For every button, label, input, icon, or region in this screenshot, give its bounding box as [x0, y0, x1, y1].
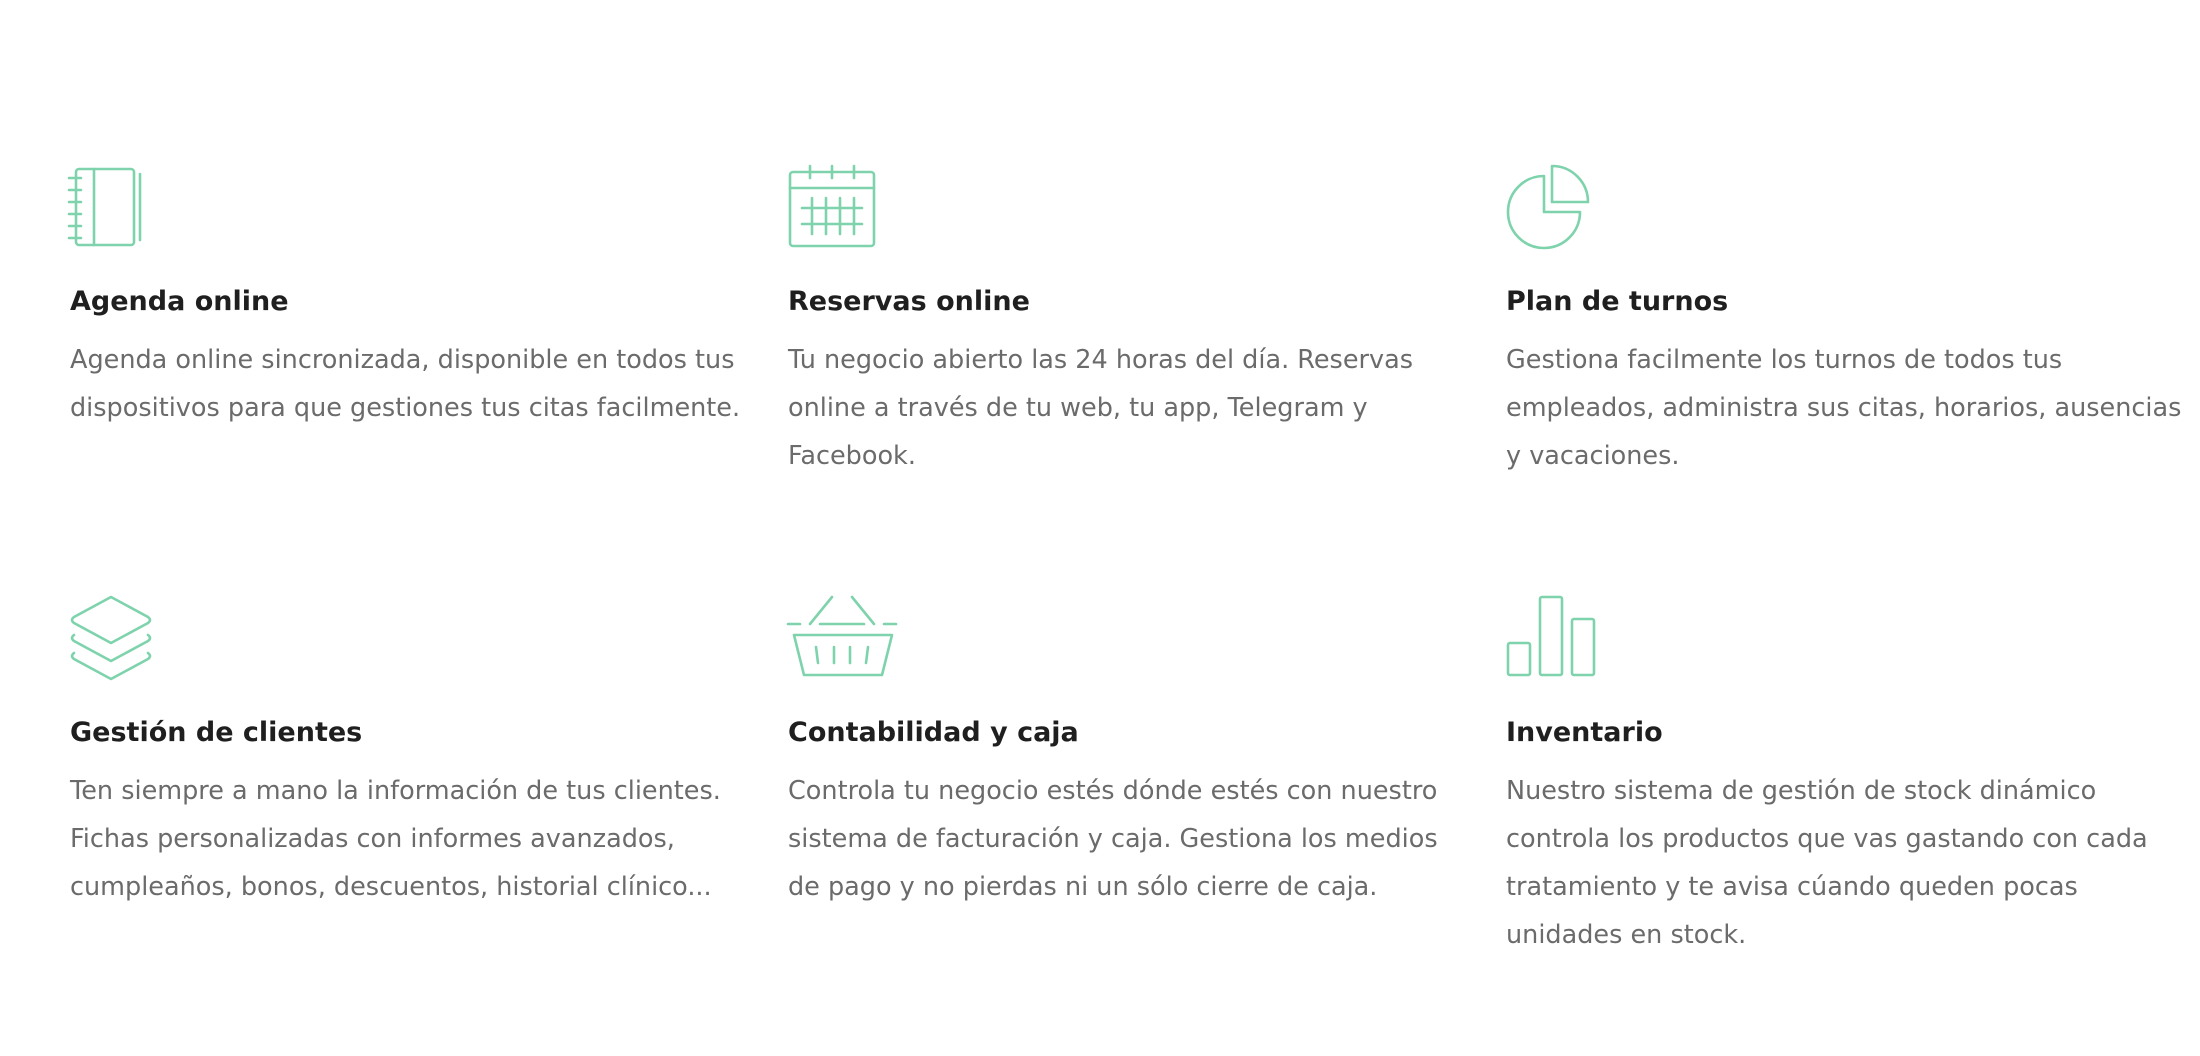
- feature-description: Nuestro sistema de gestión de stock dinámico controla los productos que vas gastando con cada tratamiento y te avisa cúando queden pocas unidades en stock.: [1506, 776, 2148, 950]
- feature-title: Plan de turnos: [1506, 286, 1729, 317]
- feature-title: Inventario: [1506, 717, 1663, 748]
- feature-title: Agenda online: [70, 286, 289, 317]
- pie-chart-icon: [1506, 164, 1626, 260]
- feature-description: Gestiona facilmente los turnos de todos tus empleados, administra sus citas, horarios, ausencias y vacaciones.: [1506, 345, 2182, 471]
- feature-description: Ten siempre a mano la información de tus clientes. Fichas personalizadas con informes avanzados, cumpleaños, bonos, descuentos, historial clínico...: [70, 776, 721, 902]
- feature-description: Controla tu negocio estés dónde estés con nuestro sistema de facturación y caja. Gestiona los medios de pago y no pierdas ni un sólo cierre de caja.: [788, 776, 1438, 902]
- basket-icon: [788, 595, 908, 691]
- features-grid: [70, 0, 2182, 1056]
- calendar-icon: [788, 164, 908, 260]
- feature-title: Reservas online: [788, 286, 1030, 317]
- notebook-icon: [70, 164, 190, 260]
- layers-icon: [70, 595, 190, 691]
- feature-title: Contabilidad y caja: [788, 717, 1079, 748]
- bar-chart-icon: [1506, 595, 1626, 691]
- feature-description: Agenda online sincronizada, disponible en todos tus dispositivos para que gestiones tus citas facilmente.: [70, 345, 741, 423]
- feature-description: Tu negocio abierto las 24 horas del día. Reservas online a través de tu web, tu app, Telegram y Facebook.: [788, 345, 1414, 471]
- feature-title: Gestión de clientes: [70, 717, 363, 748]
